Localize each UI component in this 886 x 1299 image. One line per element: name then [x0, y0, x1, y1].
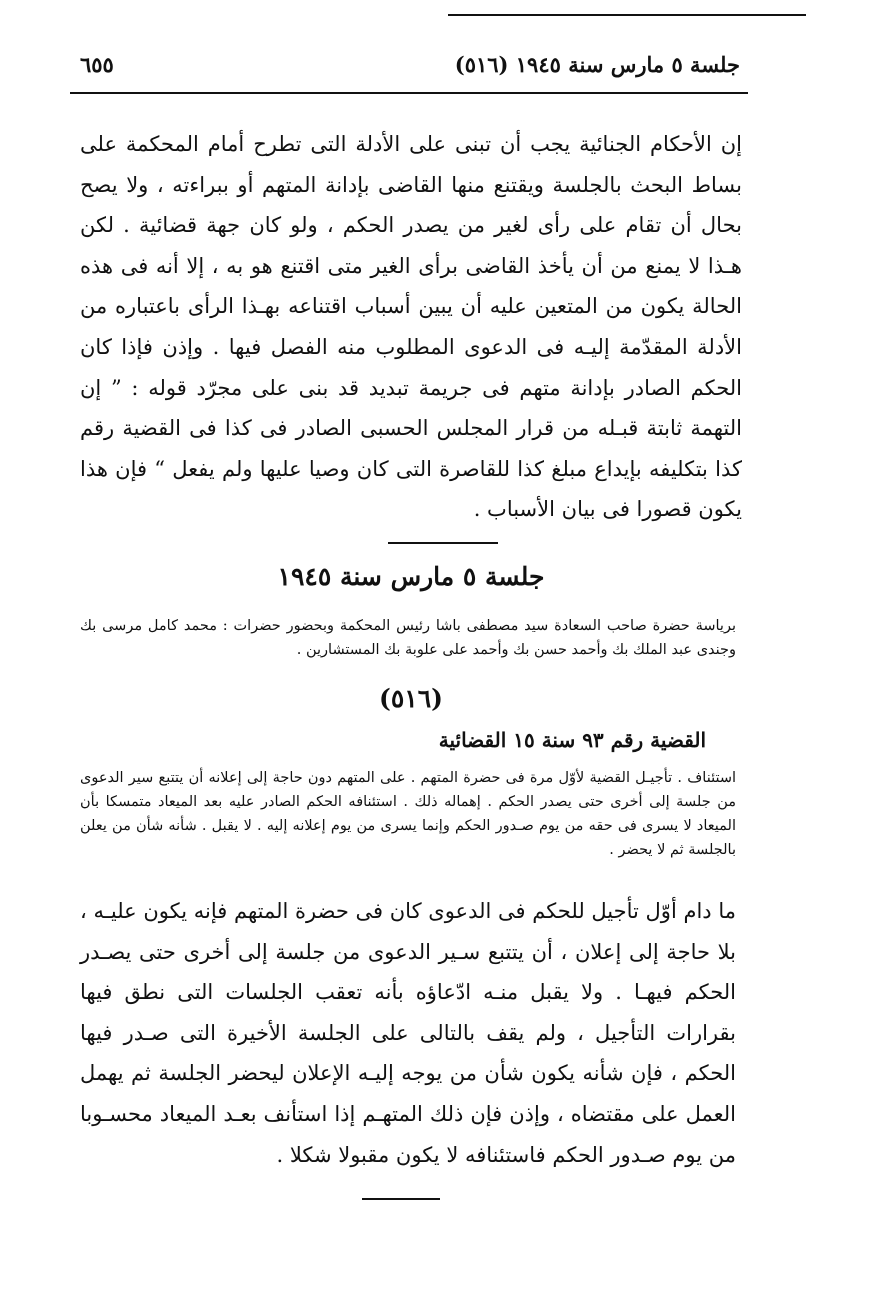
running-header	[80, 52, 740, 92]
case-title: القضية رقم ٩٣ سنة ١٥ القضائية	[438, 728, 706, 752]
case-ruling-paragraph: ما دام أوّل تأجيل للحكم فى الدعوى كان فى حضرة المتهم فإنه يكون عليـه ، بلا حاجة إلى إعلان ، أن يتتبع سـير الدعوى من جلسة إلى أخرى حتى يصـدر الحكم فيهـا . ولا يقبل منـه ادّعاؤه بأنه تعقب الجلسات التى نطق فيها بقرارات التأجيل ، ولم يقف بالتالى على الجلسة الأخيرة التى صـدر فيها الحكم ، فإن شأنه يكون شأن من يوجه إليـه الإعلان ليحضر الجلسة ثم يهمل العمل على مقتضاه ، وإذن فإن ذلك المتهـم إذا استأنف بعـد الميعاد محسـوبا من يوم صـدور الحكم فاستئنافه لا يكون مقبولا شكلا .	[80, 899, 736, 1167]
section-divider	[388, 542, 498, 544]
header-rule	[70, 92, 748, 94]
top-rule	[448, 14, 806, 16]
previous-ruling-paragraph: إن الأحكام الجنائية يجب أن تبنى على الأدلة التى تطرح أمام المحكمة على بساط البحث بالجلسة ويقتنع منها القاضى بإدانة المتهم أو ببراءته ، ولا يصح بحال أن تقام على رأى لغير من يصدر الحكم ، ولو كان جهة قضائية . لكن هـذا لا يمنع من أن يأخذ القاضى برأى الغير متى اقتنع هو به ، إلا أنه فى هذه الحالة يكون من المتعين عليه أن يبين أسباب اقتناعه بهـذا الرأى باعتباره من الأدلة المقدّمة إليـه فى الدعوى المطلوب منه الفصل فيها . وإذن فإذا كان الحكم الصادر بإدانة متهم فى جريمة تبديد قد بنى على مجرّد قوله : ” إن التهمة ثابتة قبـله من قرار المجلس الحسبى الصادر فى كذا فى القضية رقم كذا بتكليفه بإيداع مبلغ كذا للقاصرة التى كان وصيا عليها ولم يفعل “ فإن هذا يكون قصورا فى بيان الأسباب .	[80, 132, 742, 522]
session-heading: جلسة ٥ مارس سنة ١٩٤٥	[277, 562, 545, 591]
page-number: ٦٥٥	[80, 52, 114, 77]
court-composition: برياسة حضرة صاحب السعادة سيد مصطفى باشا رئيس المحكمة وبحضور حضرات : محمد كامل مرسى بك وجندى عبد الملك بك وأحمد حسن بك وأحمد على علوبة بك المستشارين .	[80, 618, 737, 658]
case-number: (٥١٦)	[379, 684, 443, 713]
end-divider	[362, 1198, 440, 1200]
running-title: جلسة ٥ مارس سنة ١٩٤٥ (٥١٦)	[454, 52, 740, 77]
case-summary: استئناف . تأجيـل القضية لأوّل مرة فى حضرة المتهم . على المتهم دون حاجة إلى إعلانه أن يتتبع سير الدعوى من جلسة إلى أخرى حتى يصدر الحكم . إهماله ذلك . استئنافه الحكم الصادر عليه بعد الميعاد متمسكا بأن الميعاد لا يسرى فى حقه من يوم صـدور الحكم وإنما يسرى من يوم إعلانه إليه . لا يقبل . شأنه شأن من يعلن بالجلسة ثم لا يحضر .	[80, 770, 736, 858]
